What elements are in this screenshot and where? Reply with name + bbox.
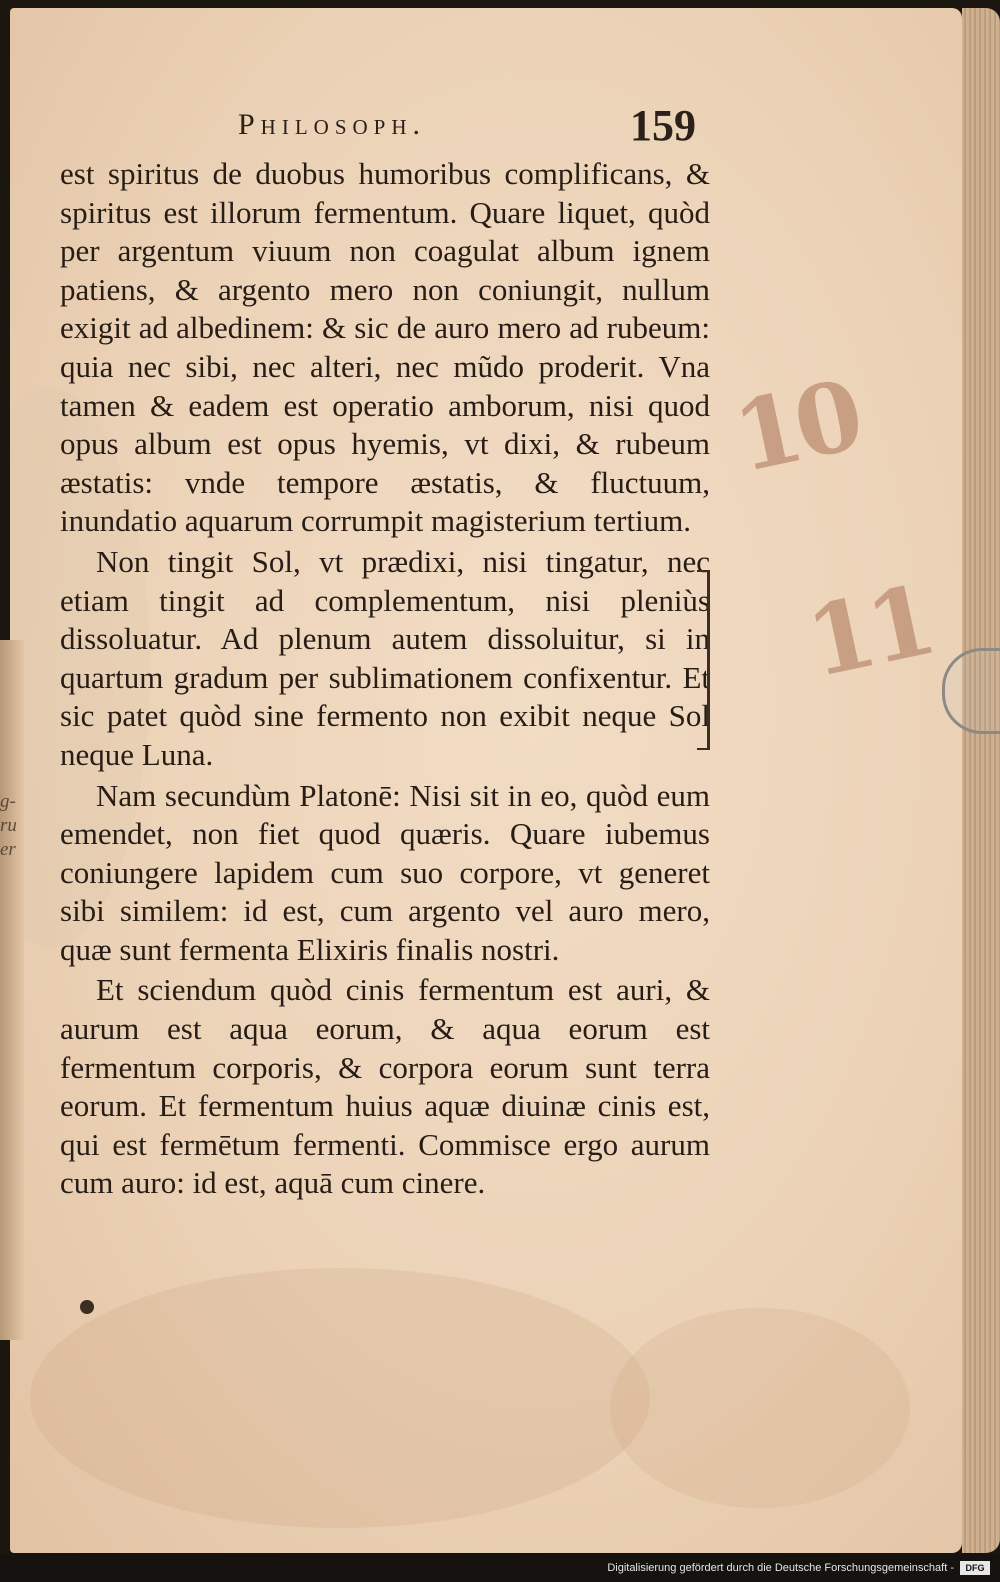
running-head: Philosoph. bbox=[238, 108, 427, 141]
body-text bbox=[60, 155, 710, 1203]
book-fore-edge bbox=[962, 8, 1000, 1553]
ink-dot bbox=[80, 1300, 94, 1314]
paragraph: est spiritus de duobus humoribus complificans, & spiritus est illorum fermentum. Quare liquet, quòd per argentum viuum non coagulat album ignem patiens, & argento mero non coniungit, nullum exigit ad albedinem: & sic de auro mero ad rubeum: quia nec sibi, nec alteri, nec mũdo proderit. Vna tamen & eadem est operatio amborum, nisi quod opus album est opus hyemis, vt dixi, & rubeum æstatis: vnde tempore æstatis, & fluctuum, inundatio aquarum corrumpit magisterium tertium. bbox=[60, 156, 710, 539]
paragraph: Non tingit Sol, vt prædixi, nisi tingatur, nec etiam tingit ad complementum, nisi pleniùs dissoluatur. Ad plenum autem dissoluitur, si in quartum gradum per sublimationem confixentur. Et sic patet quòd sine fermento non exibit neque Sol neque Luna. bbox=[60, 543, 710, 772]
water-stain bbox=[30, 1268, 650, 1528]
page-number: 159 bbox=[630, 101, 696, 150]
paragraph: Nam secundùm Platonē: Nisi sit in eo, quòd eum emendet, non fiet quod quæris. Quare iubemus coniungere lapidem cum suo corpore, vt generet sibi similem: id est, cum argento vel auro mero, quæ sunt fermenta Elixiris finalis nostri. bbox=[60, 777, 710, 967]
dfg-logo: DFG bbox=[960, 1561, 990, 1575]
prev-fragment: g- bbox=[0, 791, 16, 812]
margin-bracket bbox=[697, 570, 710, 750]
handwritten-margin-number: 10 bbox=[724, 358, 868, 495]
paragraph: Et sciendum quòd cinis fermentum est auri, & aurum est aqua eorum, & aqua eorum est fermentum corporis, & corpora eorum sunt terra eorum. Et fermentum huius aquæ diuinæ cinis est, qui est fermētum fermenti. Commisce ergo aurum cum auro: id est, aquā cum cinere. bbox=[60, 972, 710, 1201]
prev-fragment: ru bbox=[0, 815, 17, 836]
previous-page-edge bbox=[0, 640, 24, 1340]
previous-page-text bbox=[0, 790, 22, 862]
water-stain-2 bbox=[610, 1308, 910, 1508]
footer-bar bbox=[0, 1553, 1000, 1582]
digitization-credit: Digitalisierung gefördert durch die Deutsche Forschungsgemeinschaft - bbox=[607, 1562, 954, 1574]
page-header bbox=[60, 100, 720, 160]
prev-fragment: er bbox=[0, 839, 16, 860]
handwritten-margin-number: 11 bbox=[797, 563, 941, 700]
